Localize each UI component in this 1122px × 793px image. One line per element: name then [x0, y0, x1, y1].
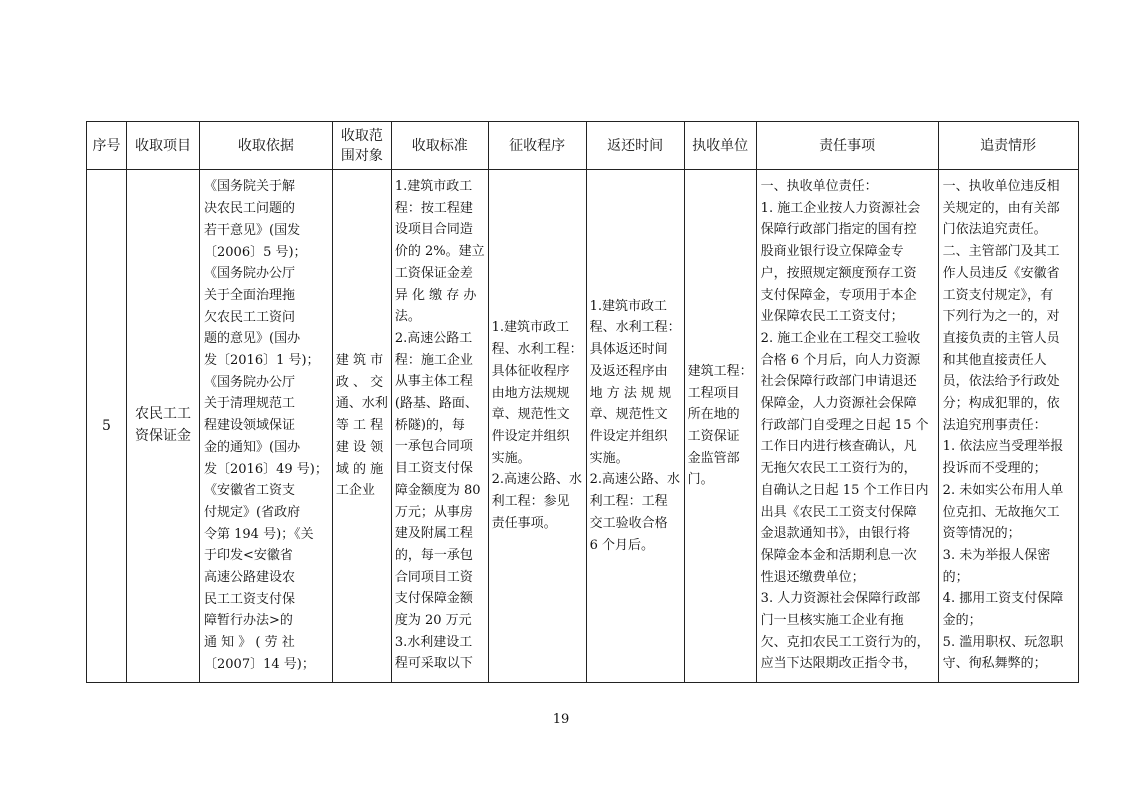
text-line: 2.高速公路、水 — [491, 472, 583, 488]
cell-standard — [391, 170, 488, 683]
text-line: 的，每一承包 — [394, 547, 473, 563]
text-line: 建 筑 市 — [335, 353, 384, 369]
text-line: 自确认之日起 15 个工作日内 — [760, 482, 929, 498]
text-line: 2.高速公路工 — [394, 330, 473, 346]
text-line: 金退款通知书》，由银行将 — [760, 526, 911, 542]
text-line: 建筑工程： — [687, 363, 753, 379]
text-line: 2. 施工企业在工程交工验收 — [760, 330, 921, 346]
text-line: 3. 未为举报人保密 — [942, 547, 1051, 563]
text-line: 性退还缴费单位； — [760, 569, 865, 585]
text-line: 发〔2016〕49 号)； — [204, 461, 328, 477]
text-line: 保障金，人力资源社会保障 — [760, 396, 917, 412]
text-line: 程、水利工程： — [491, 342, 583, 358]
text-line: 无拖欠农民工工资行为的， — [760, 461, 917, 477]
text-line: 支付保障金额 — [394, 591, 473, 607]
cell-item — [127, 170, 200, 683]
text-line: 题的意见》(国办 — [204, 331, 301, 347]
text-line: 利工程：工程 — [589, 494, 668, 510]
text-line: 直接负责的主管人员 — [942, 330, 1060, 346]
text-line: 责任事项。 — [491, 515, 557, 531]
text-line: 具体返还时间 — [589, 342, 668, 358]
text-line: 和其他直接责任人 — [942, 352, 1047, 368]
text-line: 决农民工问题的 — [204, 201, 296, 217]
text-line: 1.建筑市政工 — [491, 320, 570, 336]
text-line: 二、主管部门及其工 — [942, 244, 1060, 260]
text-line: 1. 施工企业按人力资源社会 — [760, 200, 921, 216]
text-line: 程：施工企业 — [394, 352, 473, 368]
text-line: 章、规范性文 — [589, 407, 668, 423]
cell-scope — [332, 170, 391, 683]
text-line: 保障金本金和活期利息一次 — [760, 547, 917, 563]
text-line: 2.高速公路、水 — [589, 472, 681, 488]
cell-duty — [756, 170, 938, 683]
text-line: 通 知 》 ( 劳 社 — [204, 635, 295, 651]
text-line: 通、水利 — [335, 396, 388, 412]
text-line: 关于清理规范工 — [204, 396, 296, 412]
text-line: 关于全面治理拖 — [204, 287, 296, 303]
text-line: 2. 未如实公布用人单 — [942, 482, 1064, 498]
text-line: 户，按照规定额度预存工资 — [760, 265, 917, 281]
procedure-text — [489, 317, 586, 534]
text-line: 1. 依法应当受理举报 — [942, 439, 1064, 455]
page-number: 19 — [552, 712, 570, 727]
text-line: 社会保障行政部门申请退还 — [760, 374, 917, 390]
cell-accountability — [938, 170, 1078, 683]
text-line: 政 、 交 — [335, 374, 384, 390]
text-line: 工资支付规定》，有 — [942, 287, 1054, 303]
text-line: 欠、克扣农民工工资行为的， — [760, 634, 930, 650]
standard-text — [392, 176, 488, 675]
text-line: 工企业 — [335, 483, 375, 499]
text-line: 桥隧)的，每 — [394, 417, 465, 433]
text-line: 支付保障金，专项用于本企 — [760, 287, 917, 303]
text-line: 于印发<安徽省 — [204, 548, 293, 564]
cell-basis — [200, 170, 333, 683]
text-line: 及返还程序由 — [589, 363, 668, 379]
text-line: 若干意见》(国发 — [204, 222, 301, 238]
text-line: 保障行政部门指定的国有控 — [760, 222, 917, 238]
text-line: 件设定并组织 — [491, 429, 570, 444]
text-line: 出具《农民工工资支付保障 — [760, 504, 917, 520]
text-line: (路基、路面、 — [394, 396, 478, 412]
text-line: 程、水利工程： — [589, 320, 681, 336]
text-line: 金监管部 — [687, 450, 740, 466]
accountability-text — [939, 176, 1078, 675]
text-line: 发〔2016〕1 号)； — [204, 353, 320, 369]
text-line: 一、执收单位违反相 — [942, 179, 1060, 194]
text-line: 价的 2%。建立 — [394, 244, 485, 260]
text-line: 障金额度为 80 — [394, 482, 481, 498]
text-line: 障暂行办法>的 — [204, 613, 293, 629]
text-line: 〔2007〕14 号)； — [204, 656, 315, 672]
header-seq: 序号 — [87, 122, 127, 170]
text-line: 实施。 — [491, 450, 531, 466]
text-line: 件设定并组织 — [589, 429, 668, 444]
text-line: 资等情况的； — [942, 526, 1021, 542]
text-line: 守、徇私舞弊的； — [942, 656, 1047, 672]
text-line: 利工程：参见 — [491, 494, 570, 510]
header-unit: 执收单位 — [684, 122, 756, 170]
text-line: 门一旦核实施工企业有拖 — [760, 613, 904, 629]
text-line: 作人员违反《安徽省 — [942, 265, 1060, 281]
text-line: 员，依法给予行政处 — [942, 374, 1060, 390]
text-line: 3. 人力资源社会保障行政部 — [760, 591, 921, 607]
text-line: 万元；从事房 — [394, 504, 473, 520]
text-line: 5. 滥用职权、玩忽职 — [942, 634, 1064, 650]
text-line: 所在地的 — [687, 407, 740, 423]
header-row — [87, 122, 1079, 170]
text-line: 法。 — [394, 309, 421, 325]
text-line: 门。 — [687, 472, 714, 488]
text-line: 程可采取以下 — [394, 656, 473, 672]
text-line: 的； — [942, 569, 969, 585]
text-line: 付规定》(省政府 — [204, 504, 301, 520]
text-line: 〔2006〕5 号)； — [204, 244, 307, 260]
text-line: 交工验收合格 — [589, 515, 668, 531]
item-text — [127, 404, 199, 447]
text-line: 地 方 法 规 规 — [589, 385, 672, 401]
text-line: 门依法追究责任。 — [942, 222, 1047, 238]
text-line: 1.建筑市政工 — [589, 298, 668, 314]
cell-unit — [684, 170, 756, 683]
refund-text — [587, 296, 684, 556]
text-line: 《安徽省工资支 — [204, 483, 296, 499]
text-line: 工资保证金差 — [394, 265, 473, 281]
scope-text — [333, 350, 391, 502]
unit-text — [685, 361, 756, 491]
cell-seq: 5 — [87, 170, 127, 683]
text-line: 应当下达限期改正指令书， — [760, 656, 917, 672]
table-row — [87, 170, 1079, 683]
cell-procedure — [488, 170, 586, 683]
text-line: 法追究刑事责任： — [942, 417, 1047, 433]
text-line: 3.水利建设工 — [394, 634, 473, 650]
text-line: 设项目合同造 — [394, 222, 473, 238]
header-item: 收取项目 — [127, 122, 200, 170]
text-line: 农民工工 — [135, 406, 191, 423]
text-line: 业保障农民工工资支付； — [760, 309, 904, 325]
text-line: 目工资支付保 — [394, 461, 473, 477]
text-line: 合同项目工资 — [394, 569, 473, 585]
text-line: 《国务院办公厅 — [204, 266, 296, 282]
text-line: 工作日内进行核查确认，凡 — [760, 439, 917, 455]
text-line: 合格 6 个月后，向人力资源 — [760, 352, 921, 368]
header-accountability: 追责情形 — [938, 122, 1078, 170]
text-line: 股商业银行设立保障金专 — [760, 244, 904, 260]
text-line: 等 工 程 — [335, 418, 384, 434]
text-line: 建 设 领 — [335, 439, 384, 455]
text-line: 从事主体工程 — [394, 374, 473, 390]
header-refund: 返还时间 — [586, 122, 684, 170]
text-line: 高速公路建设农 — [204, 570, 296, 586]
text-line: 一承包合同项 — [394, 439, 473, 455]
header-scope: 收取范围对象 — [332, 122, 391, 170]
text-line: 章、规范性文 — [491, 407, 570, 423]
text-line: 资保证金 — [135, 428, 191, 444]
text-line: 下列行为之一的，对 — [942, 309, 1060, 325]
text-line: 一、执收单位责任： — [760, 179, 878, 194]
header-procedure: 征收程序 — [488, 122, 586, 170]
cell-refund — [586, 170, 684, 683]
text-line: 具体征收程序 — [491, 363, 570, 379]
text-line: 令第 194 号)；《关 — [204, 526, 314, 542]
header-duty: 责任事项 — [756, 122, 938, 170]
duty-text — [757, 176, 938, 675]
text-line: 《国务院关于解 — [204, 179, 296, 195]
text-line: 程：按工程建 — [394, 200, 473, 216]
text-line: 工资保证 — [687, 429, 740, 444]
text-line: 金的通知》(国办 — [204, 439, 301, 455]
text-line: 6 个月后。 — [589, 537, 655, 553]
text-line: 异 化 缴 存 办 — [394, 287, 477, 303]
text-line: 实施。 — [589, 450, 629, 466]
text-line: 金的； — [942, 613, 982, 629]
text-line: 关规定的，由有关部 — [942, 200, 1060, 216]
text-line: 建及附属工程 — [394, 526, 473, 542]
text-line: 投诉而不受理的； — [942, 461, 1047, 477]
text-line: 位克扣、无故拖欠工 — [942, 504, 1060, 520]
text-line: 度为 20 万元 — [394, 613, 472, 629]
text-line: 域 的 施 — [335, 461, 384, 477]
text-line: 1.建筑市政工 — [394, 179, 473, 194]
text-line: 4. 挪用工资支付保障 — [942, 591, 1064, 607]
text-line: 工程项目 — [687, 385, 740, 401]
fee-table — [86, 121, 1079, 683]
text-line: 欠农民工工资问 — [204, 309, 296, 325]
text-line: 行政部门自受理之日起 15 个 — [760, 417, 929, 433]
basis-text — [200, 176, 332, 675]
text-line: 民工工资支付保 — [204, 591, 296, 607]
text-line: 《国务院办公厅 — [204, 374, 296, 390]
text-line: 程建设领域保证 — [204, 418, 296, 434]
text-line: 分；构成犯罪的，依 — [942, 396, 1060, 412]
header-standard: 收取标准 — [391, 122, 488, 170]
header-basis: 收取依据 — [200, 122, 333, 170]
text-line: 由地方法规规 — [491, 385, 570, 401]
